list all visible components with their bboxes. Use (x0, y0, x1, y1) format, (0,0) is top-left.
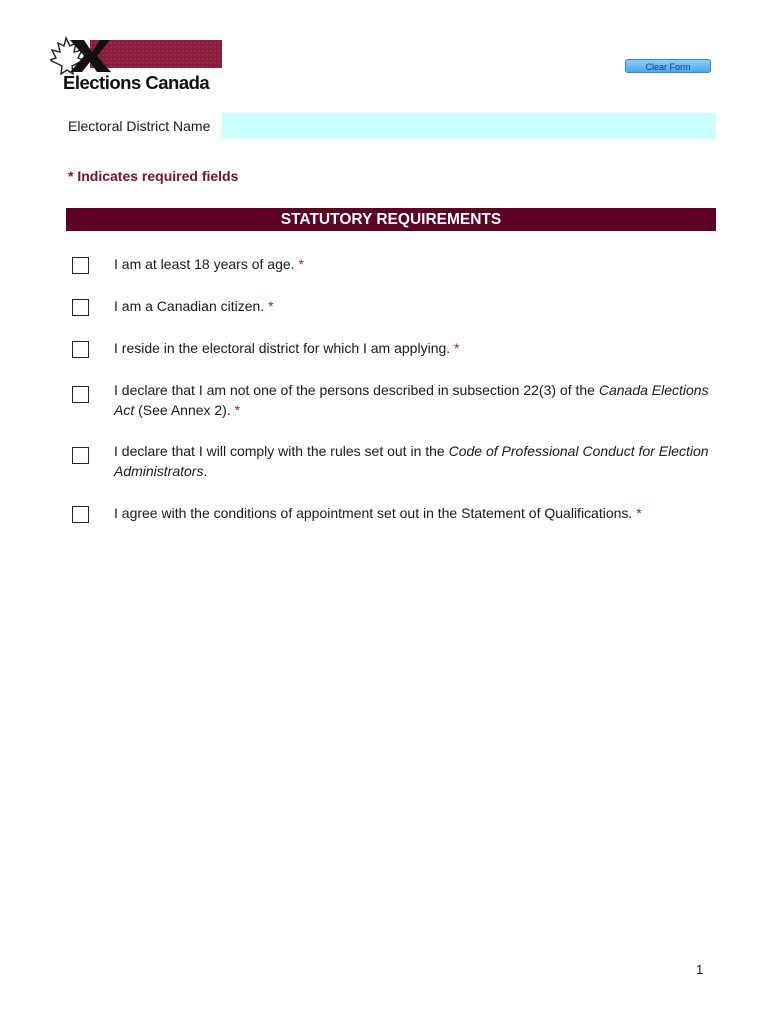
requirement-checkbox[interactable] (72, 299, 89, 316)
required-marker: * (268, 298, 274, 314)
requirement-label: I am a Canadian citizen. * (114, 298, 274, 314)
requirement-checkbox[interactable] (72, 506, 89, 523)
section-header-statutory-requirements: STATUTORY REQUIREMENTS (66, 208, 716, 231)
required-marker: * (234, 402, 241, 418)
requirement-label: I declare that I will comply with the rules set out in the Code of Professional Conduct for Election Administrators. (114, 443, 709, 479)
requirement-checkbox[interactable] (72, 341, 89, 358)
requirement-checkbox[interactable] (72, 257, 89, 274)
requirement-label: I am at least 18 years of age. * (114, 256, 304, 272)
requirement-label: I agree with the conditions of appointment set out in the Statement of Qualifications. * (114, 505, 642, 521)
page-number: 1 (696, 962, 704, 977)
required-fields-note: * Indicates required fields (68, 168, 239, 184)
requirement-checkbox[interactable] (72, 447, 89, 464)
required-marker: * (636, 505, 642, 521)
requirement-label: I reside in the electoral district for which I am applying. * (114, 340, 460, 356)
requirement-label: I declare that I am not one of the persons described in subsection 22(3) of the Canada Elections Act (See Annex 2). * (114, 382, 709, 418)
required-marker: * (298, 256, 304, 272)
logo-wordmark: Elections Canada (63, 72, 210, 93)
clear-form-button[interactable]: Clear Form (625, 59, 711, 73)
required-marker: * (454, 340, 460, 356)
electoral-district-field[interactable] (222, 113, 716, 139)
electoral-district-label: Electoral District Name (68, 118, 211, 134)
elections-canada-logo (50, 34, 226, 94)
requirement-checkbox[interactable] (72, 386, 89, 403)
